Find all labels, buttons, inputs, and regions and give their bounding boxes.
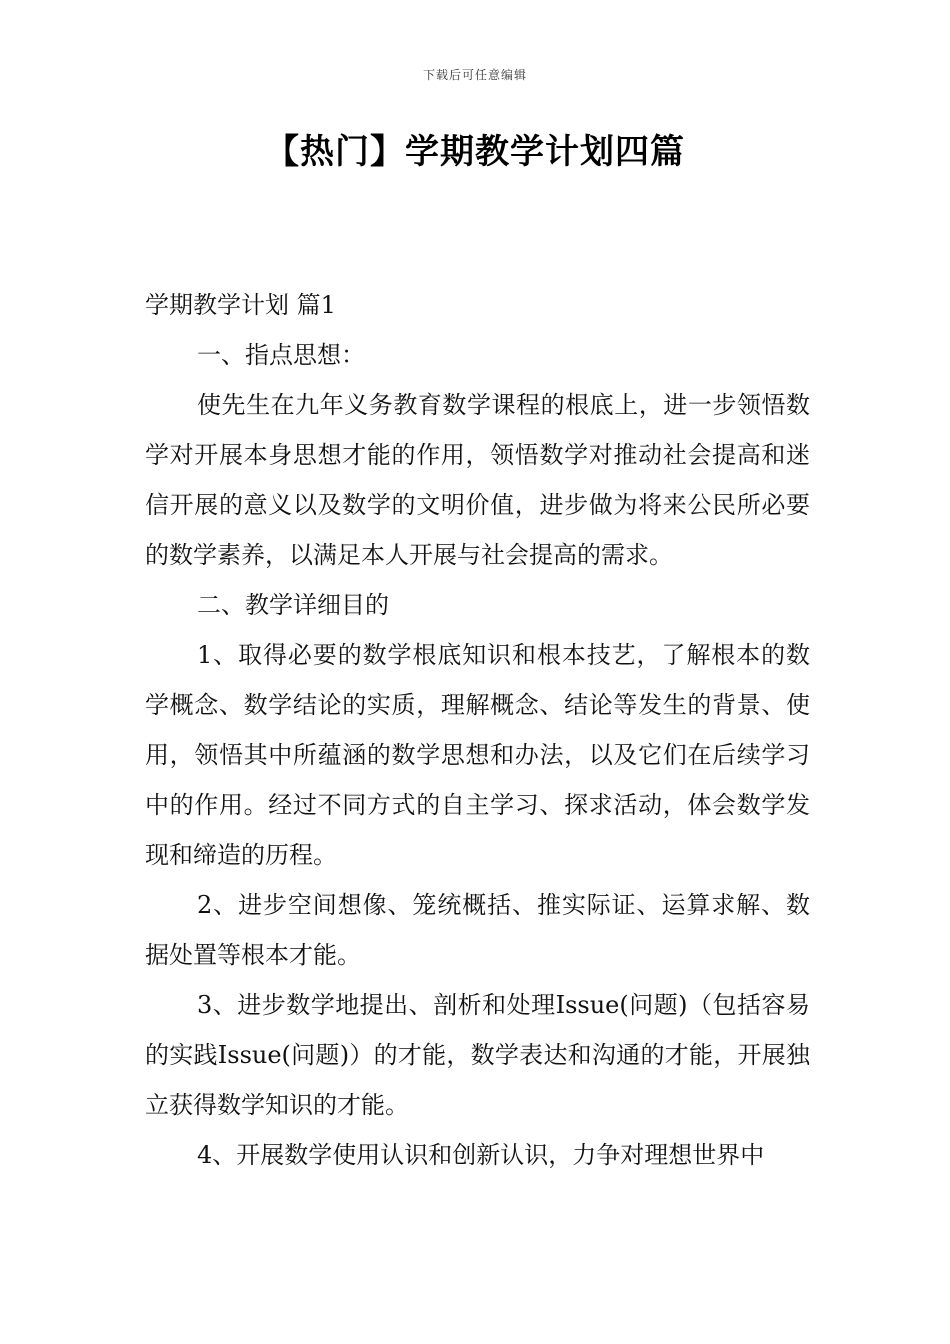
header-note: 下载后可任意编辑 xyxy=(422,68,527,82)
section-heading: 学期教学计划 篇1 xyxy=(145,291,336,319)
paragraph-guiding-ideology: 使先生在九年义务教育数学课程的根底上，进一步领悟数学对开展本身思想才能的作用，领悟数学对推动社会提高和迷信开展的意义以及数学的文明价值，进步做为将来公民所必要的数学素养，以满足本人开展与社会提高的需求。 xyxy=(145,391,810,569)
paragraph-goal-1: 1、取得必要的数学根底知识和根本技艺，了解根本的数学概念、数学结论的实质，理解概念、结论等发生的背景、使用，领悟其中所蕴涵的数学思想和办法，以及它们在后续学习中的作用。经过不同方式的自主学习、探求活动，体会数学发现和缔造的历程。 xyxy=(145,641,810,869)
paragraph-goal-2: 2、进步空间想像、笼统概括、推实际证、运算求解、数据处置等根本才能。 xyxy=(145,891,810,969)
heading-guiding-ideology: 一、指点思想： xyxy=(197,341,365,369)
heading-teaching-goals: 二、教学详细目的 xyxy=(197,591,389,619)
document-title: 【热门】学期教学计划四篇 xyxy=(265,132,685,172)
paragraph-goal-4: 4、开展数学使用认识和创新认识，力争对理想世界中 xyxy=(197,1141,765,1169)
paragraph-goal-3: 3、进步数学地提出、剖析和处理Issue(问题)（包括容易的实践Issue(问题)）的才能，数学表达和沟通的才能，开展独立获得数学知识的才能。 xyxy=(145,991,810,1119)
document-body xyxy=(145,280,810,1180)
